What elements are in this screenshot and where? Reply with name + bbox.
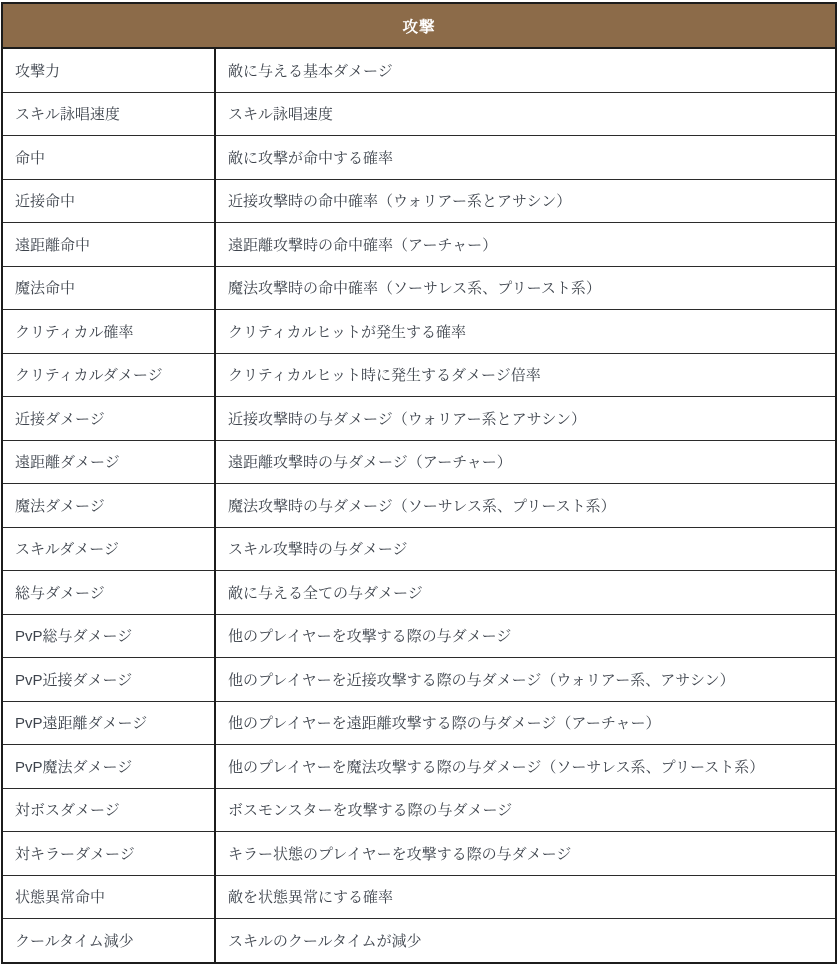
stat-description: 敵を状態異常にする確率 xyxy=(215,875,836,919)
table-row xyxy=(2,266,836,310)
table-row xyxy=(2,136,836,180)
table-title-text: 攻撃 xyxy=(402,18,436,36)
stat-description: 魔法攻撃時の命中確率（ソーサレス系、プリースト系） xyxy=(215,266,836,310)
stat-name: 総与ダメージ xyxy=(2,571,215,615)
stat-name: スキル詠唱速度 xyxy=(2,92,215,136)
stat-name: 魔法ダメージ xyxy=(2,484,215,528)
stat-description: キラー状態のプレイヤーを攻撃する際の与ダメージ xyxy=(215,832,836,876)
stat-description: 近接攻撃時の与ダメージ（ウォリアー系とアサシン） xyxy=(215,397,836,441)
stat-name: PvP遠距離ダメージ xyxy=(2,701,215,745)
stat-description: 近接攻撃時の命中確率（ウォリアー系とアサシン） xyxy=(215,179,836,223)
stat-name: PvP近接ダメージ xyxy=(2,658,215,702)
table-row xyxy=(2,919,836,963)
stat-name: 遠距離命中 xyxy=(2,223,215,267)
table-row xyxy=(2,571,836,615)
table-row xyxy=(2,614,836,658)
table-row xyxy=(2,701,836,745)
stat-description: クリティカルヒット時に発生するダメージ倍率 xyxy=(215,353,836,397)
stat-name: 攻撃力 xyxy=(2,48,215,92)
table-row xyxy=(2,875,836,919)
stat-description: 他のプレイヤーを近接攻撃する際の与ダメージ（ウォリアー系、アサシン） xyxy=(215,658,836,702)
table-row xyxy=(2,48,836,92)
stat-name: 状態異常命中 xyxy=(2,875,215,919)
stat-description: クリティカルヒットが発生する確率 xyxy=(215,310,836,354)
stat-description: 他のプレイヤーを攻撃する際の与ダメージ xyxy=(215,614,836,658)
stat-name: 魔法命中 xyxy=(2,266,215,310)
stat-description: スキル詠唱速度 xyxy=(215,92,836,136)
stat-description: 他のプレイヤーを魔法攻撃する際の与ダメージ（ソーサレス系、プリースト系） xyxy=(215,745,836,789)
stat-description: 他のプレイヤーを遠距離攻撃する際の与ダメージ（アーチャー） xyxy=(215,701,836,745)
table-row xyxy=(2,223,836,267)
table-row xyxy=(2,658,836,702)
stat-description: 遠距離攻撃時の命中確率（アーチャー） xyxy=(215,223,836,267)
stat-description: 魔法攻撃時の与ダメージ（ソーサレス系、プリースト系） xyxy=(215,484,836,528)
table-row xyxy=(2,353,836,397)
stat-description: スキル攻撃時の与ダメージ xyxy=(215,527,836,571)
stat-name: 対ボスダメージ xyxy=(2,788,215,832)
table-header-row xyxy=(2,3,836,48)
stat-name: クールタイム減少 xyxy=(2,919,215,963)
attack-stats-table xyxy=(1,2,837,964)
table-row xyxy=(2,527,836,571)
stat-name: 近接ダメージ xyxy=(2,397,215,441)
stat-description: スキルのクールタイムが減少 xyxy=(215,919,836,963)
table-row xyxy=(2,440,836,484)
table-row xyxy=(2,832,836,876)
stat-name: クリティカル確率 xyxy=(2,310,215,354)
stat-name: 命中 xyxy=(2,136,215,180)
table-row xyxy=(2,92,836,136)
stat-name: PvP総与ダメージ xyxy=(2,614,215,658)
stat-description: ボスモンスターを攻撃する際の与ダメージ xyxy=(215,788,836,832)
stat-name: PvP魔法ダメージ xyxy=(2,745,215,789)
stat-name: スキルダメージ xyxy=(2,527,215,571)
stat-name: 近接命中 xyxy=(2,179,215,223)
table-row xyxy=(2,310,836,354)
table-row xyxy=(2,788,836,832)
table-row xyxy=(2,484,836,528)
stat-description: 敵に攻撃が命中する確率 xyxy=(215,136,836,180)
stat-name: 対キラーダメージ xyxy=(2,832,215,876)
stat-name: 遠距離ダメージ xyxy=(2,440,215,484)
table-row xyxy=(2,397,836,441)
table-title xyxy=(2,3,836,48)
table-row xyxy=(2,179,836,223)
stat-description: 遠距離攻撃時の与ダメージ（アーチャー） xyxy=(215,440,836,484)
stat-name: クリティカルダメージ xyxy=(2,353,215,397)
table-row xyxy=(2,745,836,789)
stat-description: 敵に与える全ての与ダメージ xyxy=(215,571,836,615)
stat-description: 敵に与える基本ダメージ xyxy=(215,48,836,92)
